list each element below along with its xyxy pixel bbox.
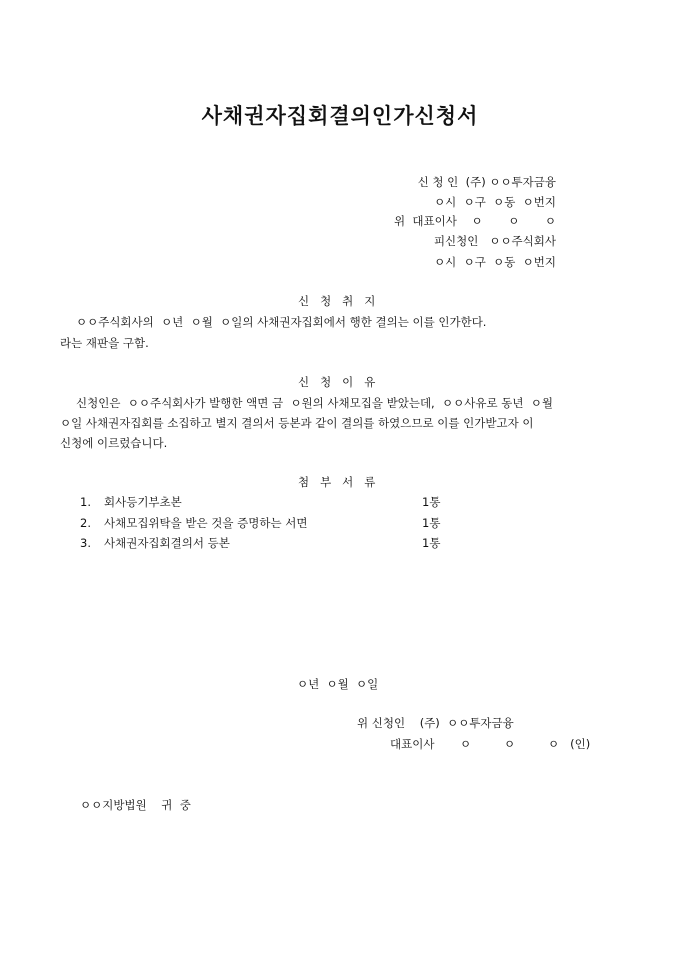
attachment-name: 사채모집위탁을 받은 것을 증명하는 서면 bbox=[104, 516, 308, 530]
purpose-heading: 신 청 취 지 bbox=[298, 294, 376, 308]
applicant-line: 신 청 인 (주) ㅇㅇ투자금융 bbox=[417, 175, 556, 189]
respondent-address: ㅇ시 ㅇ구 ㅇ동 ㅇ번지 bbox=[434, 255, 556, 269]
reason-text-line: 신청인은 ㅇㅇ주식회사가 발행한 액면 금 ㅇ원의 사채모집을 받았는데, ㅇㅇ사유로 동년 ㅇ월 bbox=[76, 396, 553, 410]
reason-heading: 신 청 이 유 bbox=[298, 375, 376, 389]
signature-applicant: 위 신청인 (주) ㅇㅇ투자금융 bbox=[357, 716, 514, 730]
purpose-text-line: ㅇㅇ주식회사의 ㅇ년 ㅇ월 ㅇ일의 사채권자집회에서 행한 결의는 이를 인가한다. bbox=[76, 315, 487, 329]
attachments-heading: 첨 부 서 류 bbox=[298, 475, 376, 489]
attachment-number: 3. bbox=[80, 536, 91, 550]
attachment-quantity: 1통 bbox=[422, 495, 441, 509]
attachment-quantity: 1통 bbox=[422, 536, 441, 550]
document-title: 사채권자집회결의인가신청서 bbox=[201, 103, 479, 128]
purpose-text-line: 라는 재판을 구함. bbox=[60, 336, 149, 350]
attachment-number: 1. bbox=[80, 495, 91, 509]
attachment-name: 사채권자집회결의서 등본 bbox=[104, 536, 230, 550]
attachment-number: 2. bbox=[80, 516, 91, 530]
respondent-line: 피신청인 ㅇㅇ주식회사 bbox=[433, 234, 556, 248]
attachment-name: 회사등기부초본 bbox=[104, 495, 182, 509]
reason-text-line: 신청에 이르렀습니다. bbox=[60, 436, 168, 450]
court-addressee: ㅇㅇ지방법원 귀 중 bbox=[80, 798, 191, 812]
attachment-quantity: 1통 bbox=[422, 516, 441, 530]
applicant-address: ㅇ시 ㅇ구 ㅇ동 ㅇ번지 bbox=[434, 195, 556, 209]
applicant-representative: 위 대표이사 ㅇ ㅇ ㅇ bbox=[394, 214, 556, 228]
filing-date: ㅇ년 ㅇ월 ㅇ일 bbox=[297, 677, 379, 691]
reason-text-line: ㅇ일 사채권자집회를 소집하고 별지 결의서 등본과 같이 결의를 하였으므로 이를 인가받고자 이 bbox=[60, 416, 534, 430]
signature-representative: 대표이사 ㅇ ㅇ ㅇ (인) bbox=[390, 737, 591, 751]
